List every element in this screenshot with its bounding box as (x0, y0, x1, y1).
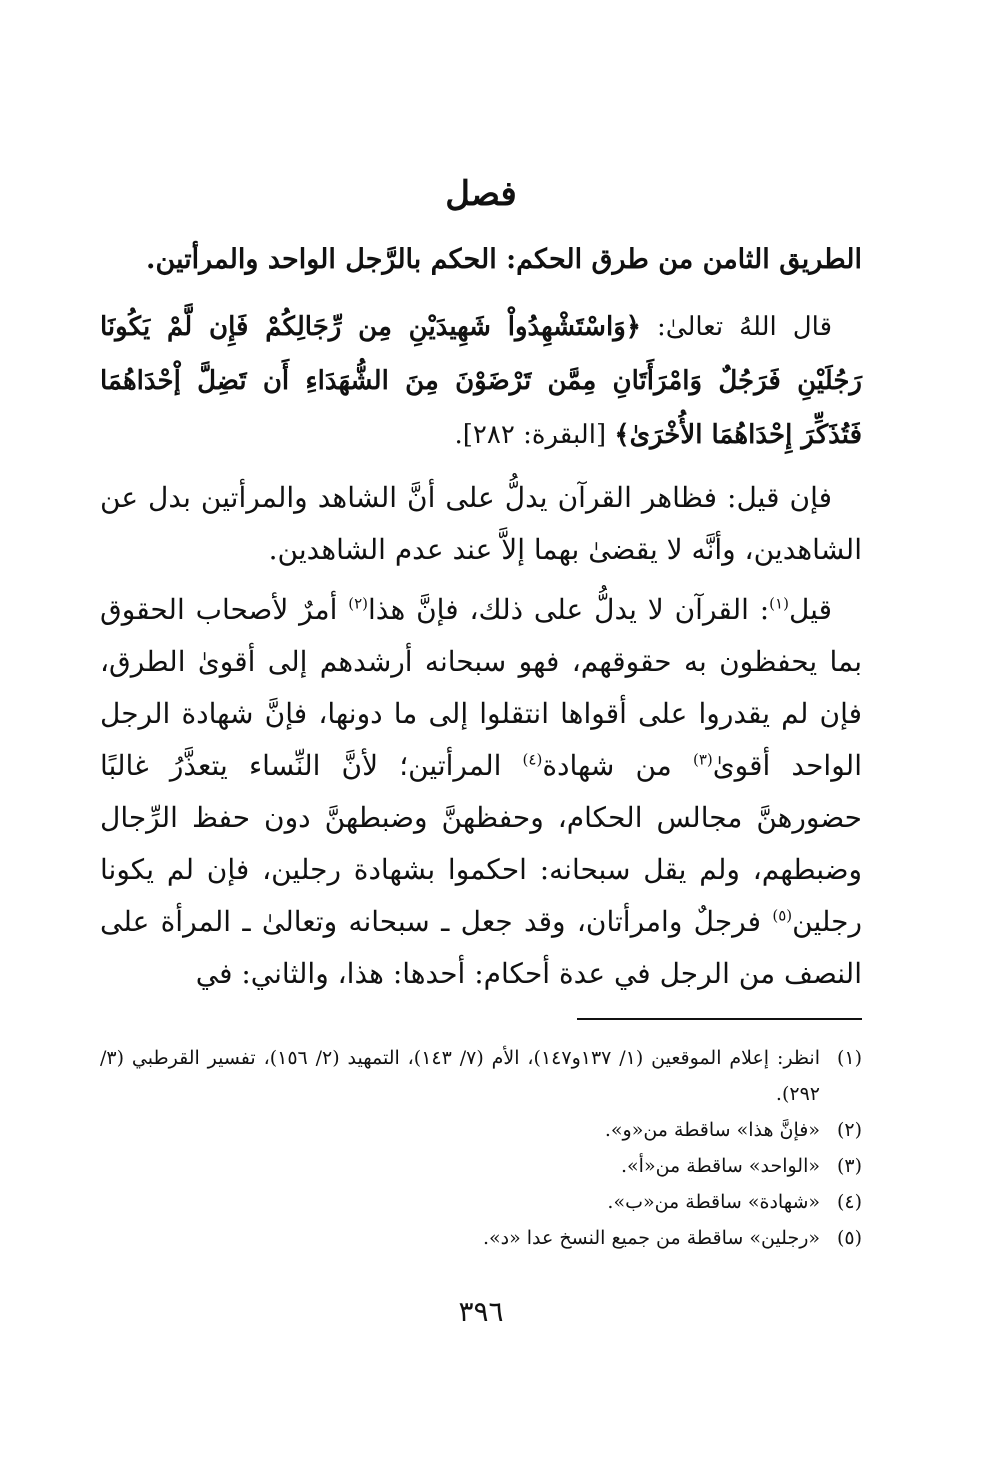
footnote-marker: (٢) (348, 594, 369, 613)
footnote-number: (١) (836, 1047, 862, 1069)
paragraph-text: : القرآن لا يدلُّ على ذلك، فإنَّ هذا (368, 593, 770, 626)
paragraph-text: من شهادة (542, 749, 693, 782)
footnote-marker: (٥) (772, 906, 793, 925)
footnote-number: (٥) (836, 1227, 862, 1249)
footnote-text: «فإنَّ هذا» ساقطة من«و». (604, 1119, 820, 1141)
section-heading: فصل (445, 174, 517, 214)
verse-text: ﴿وَاسْتَشْهِدُواْ شَهِيدَيْنِ مِن رِّجَالِكُمْ فَإِن لَّمْ يَكُونَا رَجُلَيْنِ فَرَجُلٌ وَامْرَأَتَانِ مِمَّن تَرْضَوْنَ مِنَ الشُّهَدَاءِ أَن تَضِلَّ إْحْدَاهُمَا فَتُذَكِّرَ إِحْدَاهُمَا الأُخْرَىٰ﴾ (100, 312, 862, 450)
paragraph-text: فرجلٌ وامرأتان، وقد جعل ـ سبحانه وتعالىٰ ـ المرأة على النصف من الرجل في عدة أحكام: أحدها: هذا، والثاني: في (100, 905, 862, 990)
footnote-number: (٢) (836, 1119, 862, 1141)
footnote-item (100, 1112, 862, 1148)
paragraph-answer (100, 584, 862, 1000)
paragraph-text: أمرٌ لأصحاب الحقوق بما يحفظون به حقوقهم، فهو سبحانه أرشدهم إلى أقوىٰ الطرق، فإن لم يقدروا على أقواها انتقلوا إلى ما دونها، فإنَّ شهادة الرجل الواحد أقوىٰ (100, 593, 863, 782)
footnote-marker: (٤) (522, 750, 543, 769)
footnote-item (100, 1220, 862, 1256)
footnote-number: (٤) (836, 1191, 862, 1213)
page-body (100, 0, 862, 1480)
footnotes-section (100, 1040, 862, 1256)
footnote-item (100, 1040, 862, 1112)
paragraph-objection: فإن قيل: فظاهر القرآن يدلُّ على أنَّ الشاهد والمرأتين بدل عن الشاهدين، وأنَّه لا يقضىٰ بهما إلاَّ عند عدم الشاهدين. (100, 481, 862, 566)
footnote-number: (٣) (836, 1155, 862, 1177)
verse-citation: [البقرة: ٢٨٢]. (454, 420, 607, 450)
verse-intro: قال اللهُ تعالىٰ: (657, 312, 833, 342)
section-subheading: الطريق الثامن من طرق الحكم: الحكم بالرَّجل الواحد والمرأتين. (146, 244, 862, 275)
footnote-text: «الواحد» ساقطة من«أ». (621, 1155, 820, 1177)
footnote-divider (577, 1018, 862, 1020)
footnote-text: «شهادة» ساقطة من«ب». (607, 1191, 820, 1213)
footnote-text: «رجلين» ساقطة من جميع النسخ عدا «د». (482, 1227, 820, 1249)
footnote-text: انظر: إعلام الموقعين (١/ ١٣٧و١٤٧)، الأم (٧/ ١٤٣)، التمهيد (٢/ ١٥٦)، تفسير القرطبي (٣/ ٢٩٢). (100, 1047, 820, 1105)
page-number: ٣٩٦ (458, 1295, 504, 1328)
paragraph-text: قيل (788, 593, 832, 626)
footnote-marker: (١) (769, 594, 789, 613)
paragraph-text: المرأتين؛ لأنَّ النِّساء يتعذَّرُ غالبًا حضورهنَّ مجالس الحكام، وحفظهنَّ وضبطهنَّ دون حفظ الرِّجال وضبطهم، ولم يقل سبحانه: احكموا بشهادة رجلين، فإن لم يكونا رجلين (100, 749, 862, 938)
footnote-item (100, 1148, 862, 1184)
footnote-marker: (٣) (692, 750, 713, 769)
footnote-item (100, 1184, 862, 1220)
quran-verse-block (100, 300, 862, 462)
